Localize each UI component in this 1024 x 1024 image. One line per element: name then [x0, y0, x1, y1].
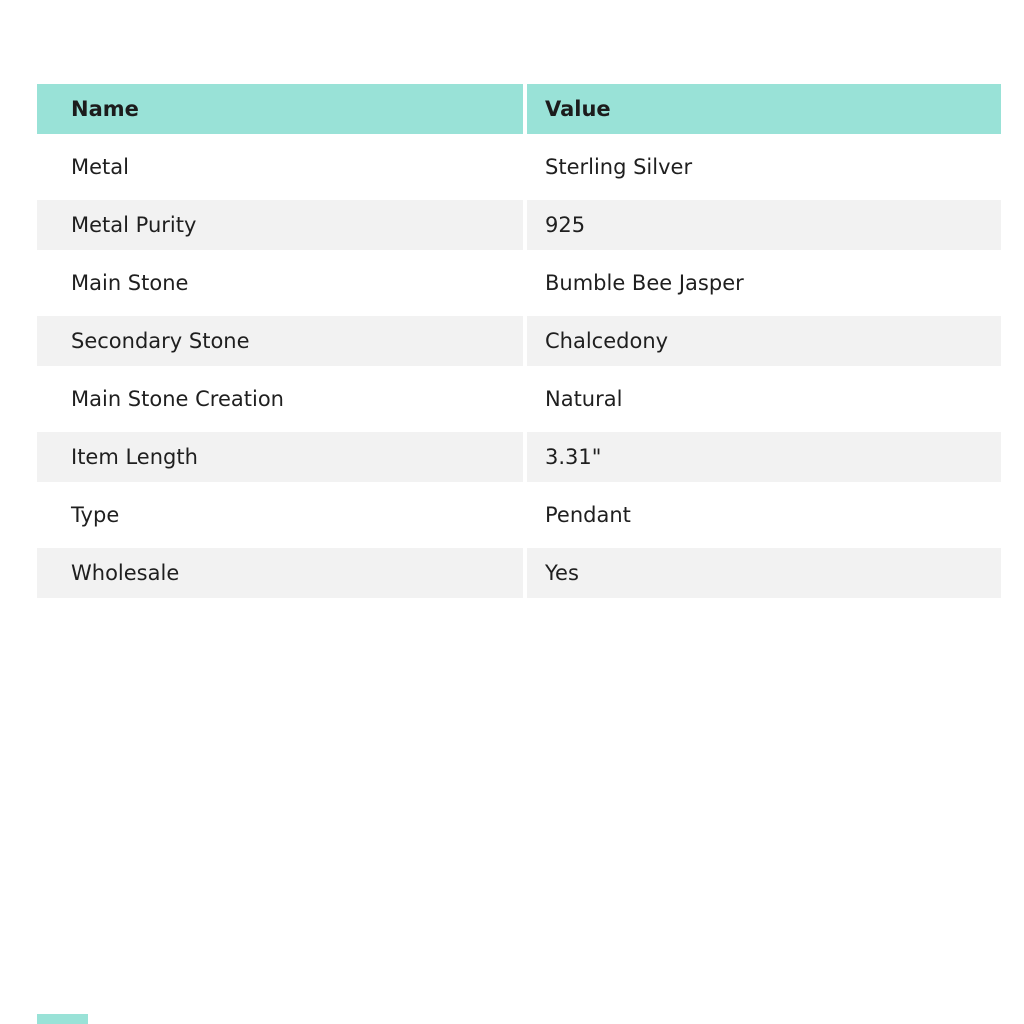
table-row	[37, 316, 1001, 366]
row-name-cell: Main Stone	[37, 258, 523, 308]
row-name-cell: Wholesale	[37, 548, 523, 598]
row-name-cell: Type	[37, 490, 523, 540]
table-header-row	[37, 84, 1001, 134]
row-value-cell: Chalcedony	[527, 316, 1001, 366]
row-name-cell: Metal Purity	[37, 200, 523, 250]
row-value-cell: Natural	[527, 374, 1001, 424]
row-name-cell: Item Length	[37, 432, 523, 482]
row-name-cell: Metal	[37, 142, 523, 192]
product-spec-table	[37, 84, 1001, 598]
next-table-header-sliver	[37, 1014, 88, 1024]
column-header-name: Name	[37, 84, 523, 134]
row-value-cell: Yes	[527, 548, 1001, 598]
row-value-cell: 3.31"	[527, 432, 1001, 482]
table-row	[37, 142, 1001, 192]
table-row	[37, 432, 1001, 482]
table-row	[37, 374, 1001, 424]
table-row	[37, 548, 1001, 598]
row-value-cell: 925	[527, 200, 1001, 250]
table-row	[37, 258, 1001, 308]
column-header-value: Value	[527, 84, 1001, 134]
row-value-cell: Bumble Bee Jasper	[527, 258, 1001, 308]
table-row	[37, 200, 1001, 250]
row-value-cell: Pendant	[527, 490, 1001, 540]
table-row	[37, 490, 1001, 540]
row-value-cell: Sterling Silver	[527, 142, 1001, 192]
row-name-cell: Secondary Stone	[37, 316, 523, 366]
row-name-cell: Main Stone Creation	[37, 374, 523, 424]
